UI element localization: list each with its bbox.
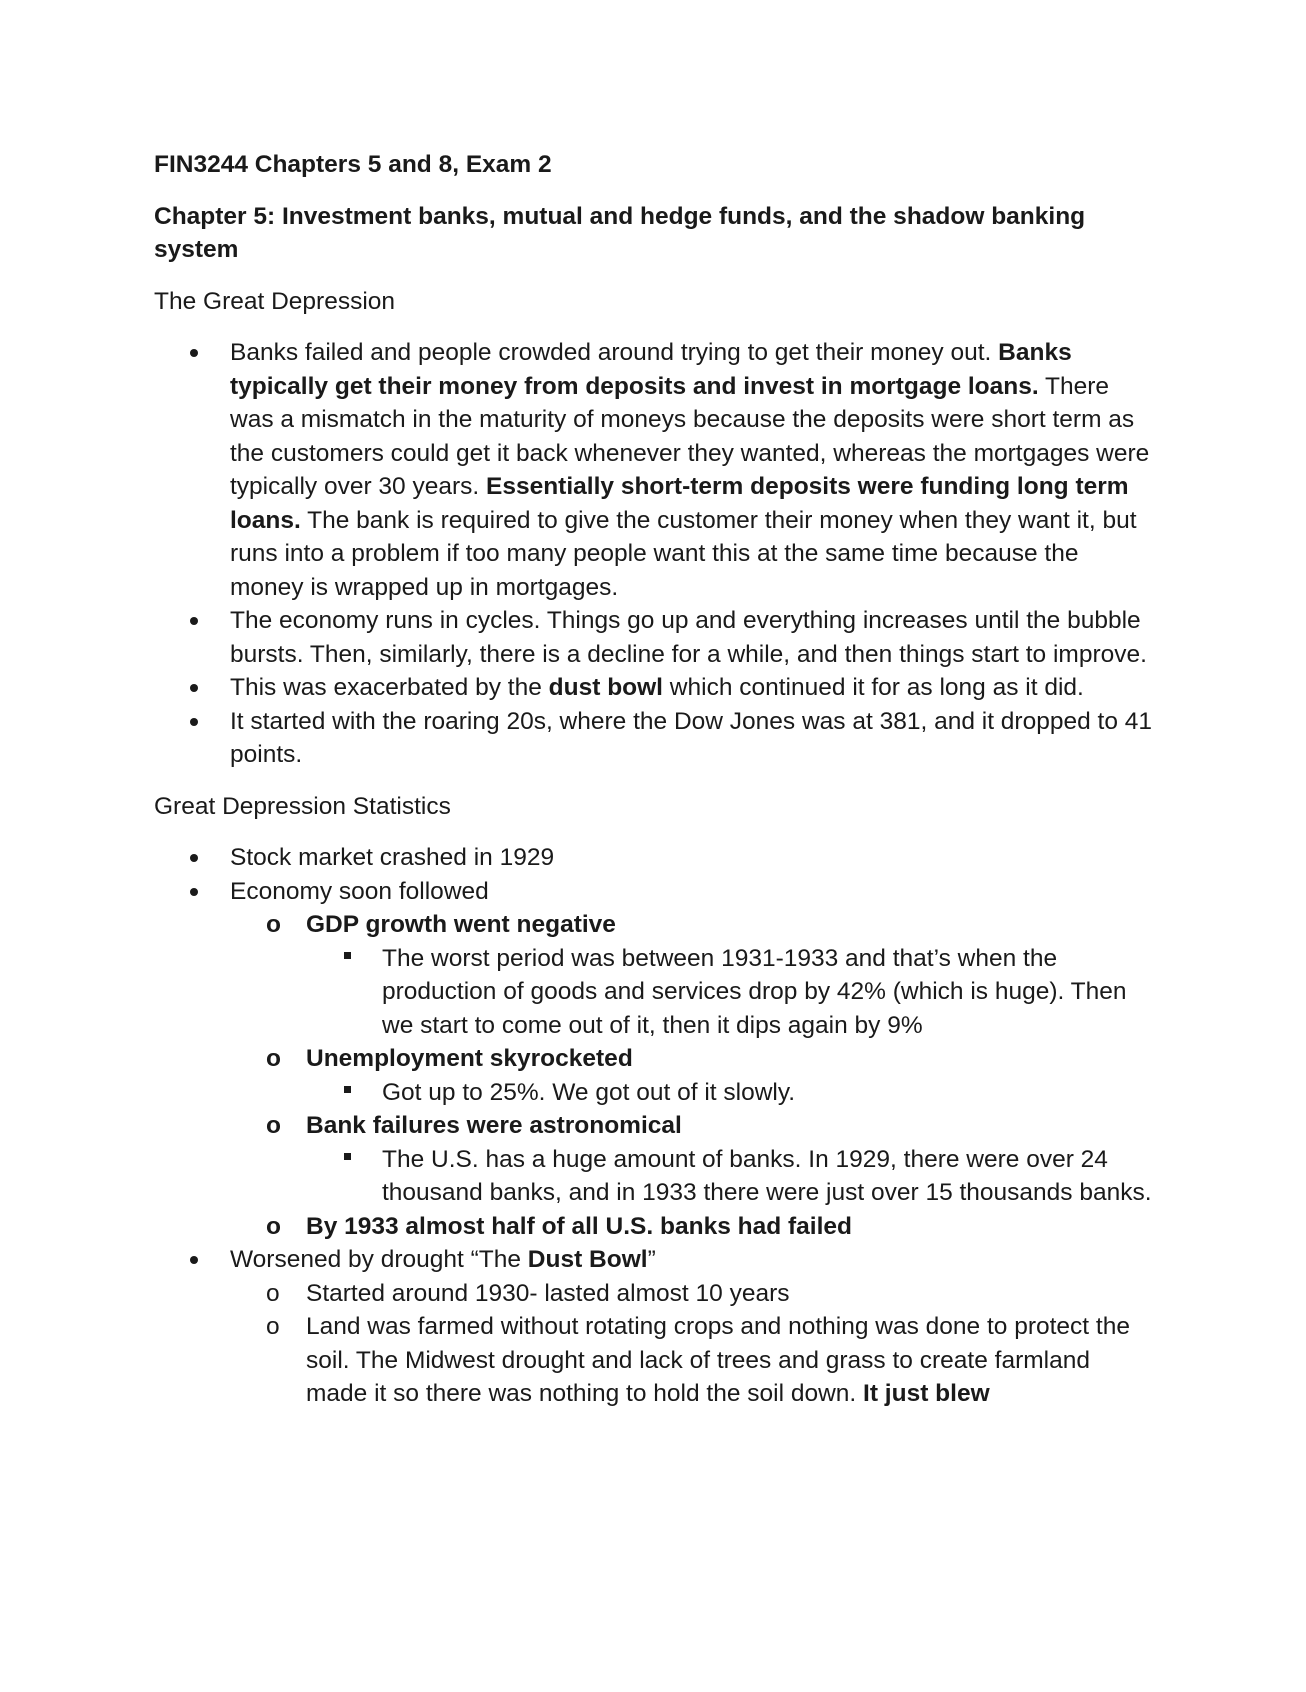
section-heading-statistics: Great Depression Statistics — [154, 792, 451, 820]
document-body — [154, 148, 1154, 1411]
bold-run: Banks typically get their money from deposits and invest in mortgage loans. — [230, 339, 1072, 400]
text-run: Banks failed and people crowded around trying to get their money out. — [230, 339, 999, 366]
text-run: ” — [647, 1246, 656, 1273]
bold-run: Bank failures were astronomical — [306, 1112, 682, 1139]
circle-bullet-icon: o — [266, 1112, 281, 1139]
bullet-icon — [190, 1243, 210, 1277]
document-title: FIN3244 Chapters 5 and 8, Exam 2 — [154, 151, 552, 178]
list-item — [154, 604, 1154, 671]
circle-bullet-icon: o — [266, 1279, 280, 1307]
text-run: The U.S. has a huge amount of banks. In 1929, there were over 24 thousand banks, and in 1933 there were just over 15 thousands banks. — [382, 1145, 1152, 1206]
dust-bowl-sublist — [230, 1277, 1154, 1411]
bold-run: Essentially short-term deposits were funding long term loans. — [230, 473, 1129, 534]
circle-bullet-icon: o — [266, 911, 281, 938]
text-run: Started around 1930- lasted almost 10 years — [306, 1279, 790, 1307]
text-run: Stock market crashed in 1929 — [230, 844, 555, 871]
list-item — [154, 841, 1154, 875]
text-run: The bank is required to give the customer their money when they want it, but runs into a problem if too many people want this at the same time because the money is wrapped up in mortgages. — [230, 506, 1137, 601]
list-item — [154, 1143, 1154, 1210]
bullet-icon — [190, 336, 210, 370]
list-item — [154, 1076, 1154, 1110]
list-item — [154, 942, 1154, 1043]
text-run: Economy soon followed — [230, 877, 489, 905]
bullet-icon — [190, 604, 210, 638]
gdp-sublist — [306, 942, 1154, 1043]
text-run: Worsened by drought “The — [230, 1246, 528, 1273]
bullet-icon — [190, 671, 210, 705]
bold-run: GDP growth went negative — [306, 911, 616, 938]
list-item — [154, 1243, 1154, 1411]
text-run: There was a mismatch in the maturity of moneys because the deposits were short term as the customers could get it back whenever they wanted, whereas the mortgages were typically over 30 years. — [230, 372, 1150, 500]
text-run: Land was farmed without rotating crops and nothing was done to protect the soil. The Midwest drought and lack of trees and grass to create farmland made it so there was nothing to hold the soil down. — [306, 1313, 1130, 1407]
circle-bullet-icon: o — [266, 1212, 281, 1240]
list-item — [154, 1310, 1154, 1411]
text-run: This was exacerbated by the — [230, 674, 549, 701]
list-item — [154, 875, 1154, 1244]
list-item — [154, 908, 1154, 1042]
list-item — [154, 1109, 1154, 1210]
bullet-icon — [190, 705, 210, 739]
square-bullet-icon — [344, 942, 351, 976]
circle-bullet-icon: o — [266, 1313, 280, 1340]
section-heading-great-depression: The Great Depression — [154, 287, 396, 315]
bullet-icon — [190, 875, 210, 909]
bold-run: By 1933 almost half of all U.S. banks had failed — [306, 1212, 852, 1240]
list-item — [154, 336, 1154, 604]
bold-run: dust bowl — [548, 674, 663, 701]
square-bullet-icon — [344, 1143, 351, 1177]
statistics-list — [154, 841, 1154, 1411]
bold-run: Dust Bowl — [527, 1246, 648, 1273]
bullet-icon — [190, 841, 210, 875]
list-item — [154, 1210, 1154, 1244]
list-item — [154, 671, 1154, 705]
great-depression-list — [154, 336, 1154, 772]
text-run: which continued it for as long as it did. — [663, 674, 1084, 701]
bold-run: It just blew — [863, 1380, 990, 1407]
bold-run: Unemployment skyrocketed — [306, 1045, 633, 1072]
text-run: Got up to 25%. We got out of it slowly. — [382, 1078, 796, 1106]
unemployment-sublist — [306, 1076, 1154, 1110]
list-item — [154, 705, 1154, 772]
text-run: The worst period was between 1931-1933 and that’s when the production of goods and services drop by 42% (which is huge). Then we start to come out of it, then it dips again by 9% — [382, 944, 1127, 1039]
circle-bullet-icon: o — [266, 1045, 281, 1072]
text-run: The economy runs in cycles. Things go up and everything increases until the bubble bursts. Then, similarly, there is a decline for a while, and then things start to improve. — [230, 607, 1147, 668]
list-item — [154, 1042, 1154, 1109]
text-run: It started with the roaring 20s, where the Dow Jones was at 381, and it dropped to 41 points. — [230, 707, 1153, 768]
economy-sublist — [230, 908, 1154, 1243]
square-bullet-icon — [344, 1076, 351, 1110]
chapter-heading: Chapter 5: Investment banks, mutual and hedge funds, and the shadow banking system — [154, 202, 1086, 263]
list-item — [154, 1277, 1154, 1311]
bank-failures-sublist — [306, 1143, 1154, 1210]
